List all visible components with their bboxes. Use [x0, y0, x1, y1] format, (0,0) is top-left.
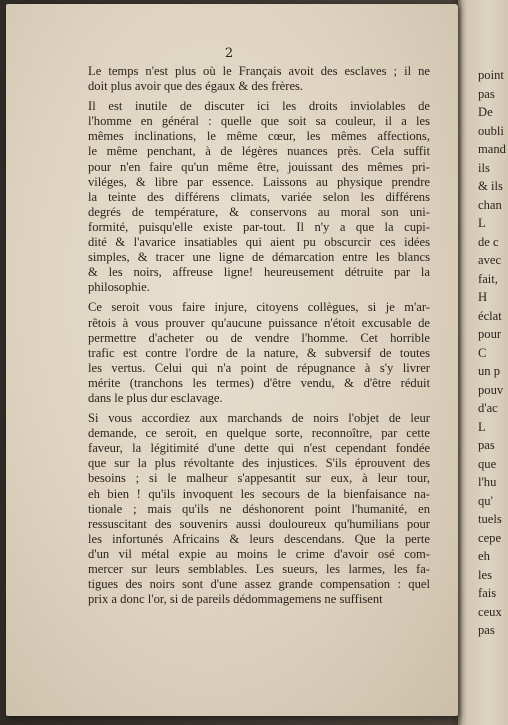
text-line: le même penchant, à de légères nuances près. Cela suffit: [88, 144, 430, 159]
text-line: Ce seroit vous faire injure, citoyens collègues, si je m'ar-: [88, 300, 430, 315]
text-line: philosophie.: [88, 280, 150, 295]
facing-page-text: [478, 66, 506, 640]
paragraph: [88, 300, 430, 406]
text-line: besoins ; si le malheur s'appesantit sur eux, à leur tour,: [88, 471, 430, 486]
facing-page-fragment: fait,: [478, 271, 498, 286]
facing-page-fragment: point: [478, 68, 504, 82]
paragraph: [88, 411, 430, 607]
facing-page-fragment: pas: [478, 86, 495, 101]
text-line: prix a donc l'or, si de pareils dédommagemens ne suffisent: [88, 592, 383, 607]
text-line: ressuscitant des souvenirs aussi douloureux qu'humilians pour: [88, 516, 430, 531]
facing-page-fragment: que: [478, 456, 497, 471]
facing-page-fragment: avec: [478, 253, 502, 267]
facing-page-fragment: mand: [478, 142, 506, 156]
facing-page-fragment: pouv: [478, 382, 504, 397]
text-line: dité & l'avarice insatiables qui aient pu obscurcir ces idées: [88, 235, 430, 250]
text-line: Si vous accordiez aux marchands de noirs l'objet de leur: [88, 411, 430, 426]
facing-page-fragment: C: [478, 345, 487, 360]
facing-page-fragment: L: [478, 419, 486, 434]
text-line: demande, ce seroit, en quelque sorte, reconnoître, par cette: [88, 426, 430, 441]
facing-page-fragment: éclat: [478, 308, 502, 323]
text-line: permettre d'acheter ou de vendre l'homme. Cet horrible: [88, 330, 430, 345]
text-line: pour n'en faire qu'un même être, jouissant des mêmes pri-: [88, 159, 430, 174]
text-line: dans le plus dur esclavage.: [88, 390, 223, 405]
facing-page-fragment: d'ac: [478, 401, 498, 415]
text-line: mercer sur leurs semblables. Les sueurs, les larmes, les fa-: [88, 562, 430, 576]
text-line: d'un vil métal expie au moins le crime d'avoir osé com-: [88, 546, 430, 561]
facing-page-fragment: eh: [478, 549, 490, 563]
page-body: [88, 64, 430, 612]
facing-page-fragment: H: [478, 290, 488, 304]
text-line: mérite (tranchons les termes) d'être vendu, & d'être réduit: [88, 375, 430, 390]
facing-page-fragment: chan: [478, 197, 502, 212]
facing-page: [458, 0, 508, 725]
paragraph: [88, 99, 430, 295]
text-line: eh bien ! qu'ils invoquent les secours de la bienfaisance na-: [88, 486, 430, 501]
facing-page-fragment: oubli: [478, 123, 504, 138]
text-line: Le temps n'est plus où le Français avoit des esclaves ; il ne: [88, 64, 430, 78]
facing-page-fragment: l'hu: [478, 475, 497, 489]
text-line: les vertus. Celui qui n'a point de répugnance à s'y livrer: [88, 360, 430, 375]
text-line: formité, puisqu'elle existe par-tout. Il n'y a que la cupi-: [88, 219, 430, 234]
text-line: simples, & tracer une ligne de démarcation entre les blancs: [88, 250, 430, 265]
facing-page-fragment: tuels: [478, 512, 502, 526]
facing-page-fragment: de c: [478, 234, 499, 249]
facing-page-fragment: qu': [478, 493, 493, 508]
text-line: la teinte des différens climats, variée selon les différens: [88, 189, 430, 204]
facing-page-fragment: un p: [478, 364, 501, 378]
paragraph: [88, 64, 430, 94]
facing-page-fragment: pas: [478, 623, 495, 637]
text-line: Il est inutile de discuter ici les droits inviolables de: [88, 99, 430, 114]
facing-page-fragment: pas: [478, 438, 495, 452]
facing-page-fragment: & ils: [478, 179, 503, 193]
facing-page-fragment: ils: [478, 160, 490, 175]
facing-page-fragment: L: [478, 216, 486, 230]
text-line: que sur la plus révoltante des injustices. S'ils éprouvent des: [88, 456, 430, 471]
text-line: degrés de température, & conservons au moral son uni-: [88, 204, 430, 219]
facing-page-fragment: ceux: [478, 604, 502, 619]
text-line: faveur, la légitimité d'une dette qui n'est cependant fondée: [88, 441, 430, 456]
text-line: doit plus avoir que des égaux & des frères.: [88, 79, 304, 94]
facing-page-fragment: les: [478, 567, 492, 582]
text-line: l'homme en général : quelle que soit sa couleur, il a les: [88, 114, 430, 129]
facing-page-fragment: De: [478, 105, 493, 119]
text-line: tigues des noirs sont d'une assez grande compensation : quel: [88, 577, 430, 592]
text-line: trafic est contre l'ordre de la nature, & subversif de toutes: [88, 345, 430, 360]
page-number: 2: [224, 46, 234, 61]
text-line: rêtois à vous prouver qu'aucune puissance n'étoit excusable de: [88, 315, 430, 330]
facing-page-fragment: fais: [478, 586, 497, 600]
text-line: tionale ; mais qu'ils ne déshonorent point l'humanité, en: [88, 501, 430, 516]
facing-page-fragment: cepe: [478, 530, 502, 545]
text-line: viléges, & libre par essence. Laissons au physique prendre: [88, 174, 430, 189]
text-line: & les noirs, affreuse ligne! heureusement détruite par la: [88, 265, 430, 280]
text-line: les infortunés Africains & leurs descendans. Que la perte: [88, 531, 430, 546]
text-line: mêmes inclinations, le même cœur, les mêmes affections,: [88, 129, 430, 144]
facing-page-fragment: pour: [478, 327, 502, 341]
